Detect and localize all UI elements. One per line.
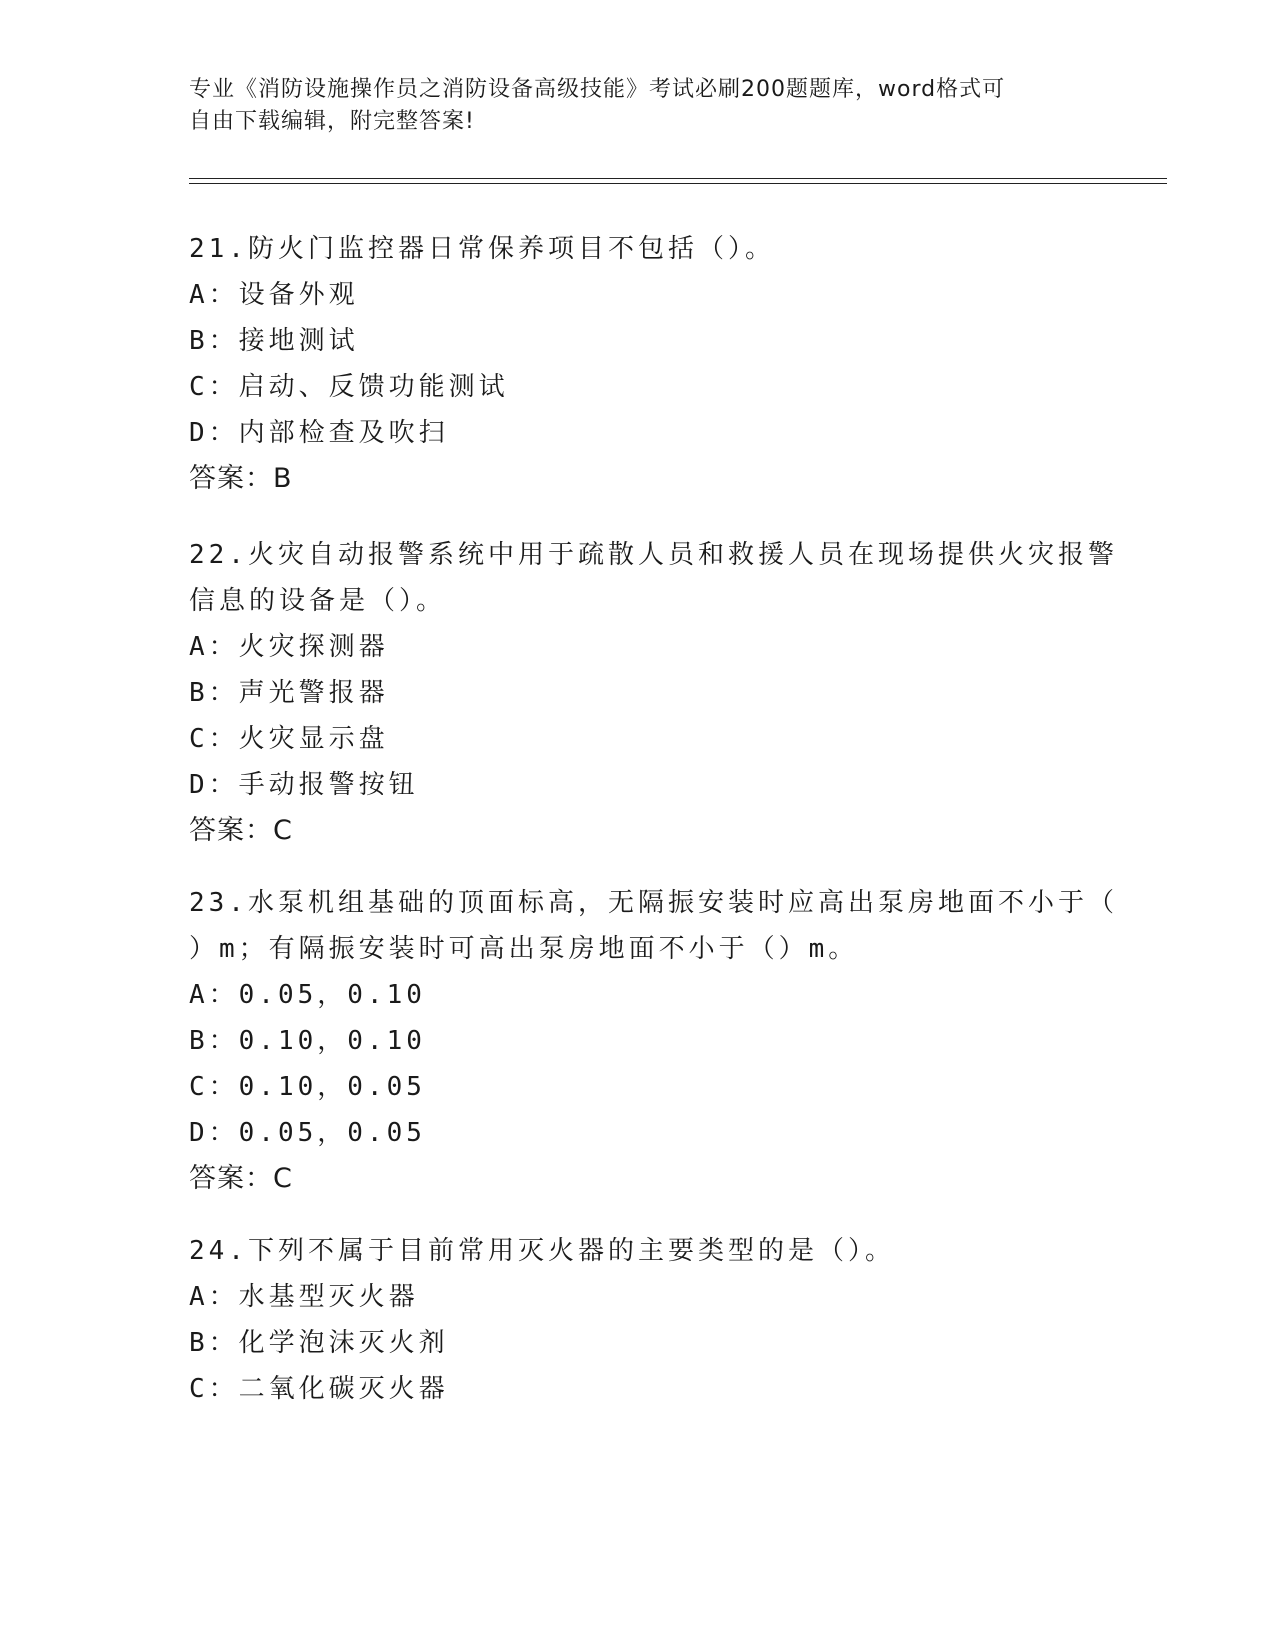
answer-line: 答案：C	[189, 1163, 293, 1194]
question-stem: 23.水泵机组基础的顶面标高，无隔振安装时应高出泵房地面不小于（	[189, 888, 1118, 918]
question-stem-continued: 信息的设备是（）。	[189, 586, 447, 616]
option-d: D：内部检查及吹扫	[189, 418, 449, 448]
option-b: B：声光警报器	[189, 678, 389, 708]
header-divider-top	[189, 178, 1167, 179]
question-stem-continued: ）m；有隔振安装时可高出泵房地面不小于（）m。	[189, 934, 859, 964]
question-stem: 21.防火门监控器日常保养项目不包括（）。	[189, 234, 775, 264]
option-c: C：启动、反馈功能测试	[189, 372, 509, 402]
option-d: D：0.05，0.05	[189, 1118, 426, 1148]
question-23	[189, 880, 1118, 1202]
option-a: A：水基型灭火器	[189, 1282, 419, 1312]
answer-line: 答案：C	[189, 815, 293, 846]
answer-line: 答案：B	[189, 463, 293, 494]
document-header	[189, 74, 1069, 138]
question-stem: 24.下列不属于目前常用灭火器的主要类型的是（）。	[189, 1236, 895, 1266]
header-line-1: 专业《消防设施操作员之消防设备高级技能》考试必刷200题题库，word格式可	[189, 77, 1006, 102]
question-21	[189, 226, 1089, 502]
question-24	[189, 1228, 1089, 1412]
option-d: D：手动报警按钮	[189, 770, 419, 800]
option-a: A：设备外观	[189, 280, 359, 310]
option-c: C：0.10，0.05	[189, 1072, 426, 1102]
option-b: B：接地测试	[189, 326, 359, 356]
option-b: B：0.10，0.10	[189, 1026, 426, 1056]
option-c: C：火灾显示盘	[189, 724, 389, 754]
option-c: C：二氧化碳灭火器	[189, 1374, 449, 1404]
header-divider-bottom	[189, 183, 1167, 184]
option-a: A：0.05，0.10	[189, 980, 426, 1010]
option-b: B：化学泡沫灭火剂	[189, 1328, 449, 1358]
option-a: A：火灾探测器	[189, 632, 389, 662]
header-line-2: 自由下载编辑，附完整答案!	[189, 109, 475, 134]
question-22	[189, 532, 1118, 854]
question-stem: 22.火灾自动报警系统中用于疏散人员和救援人员在现场提供火灾报警	[189, 540, 1118, 570]
